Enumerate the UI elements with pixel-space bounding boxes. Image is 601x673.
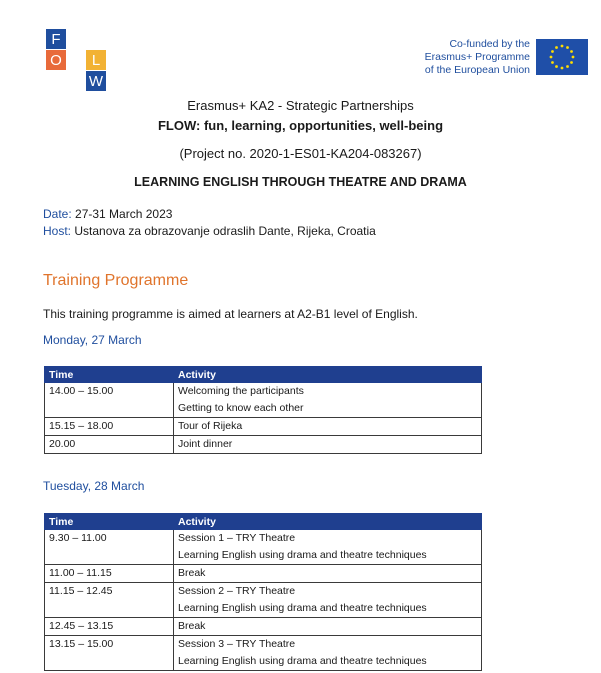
activity-line: Break: [178, 620, 206, 632]
activity-cell: [174, 565, 482, 583]
project-number: (Project no. 2020-1-ES01-KA204-083267): [179, 146, 422, 161]
activity-cell: [174, 583, 482, 618]
activity-cell: [174, 436, 482, 454]
table-row: [45, 583, 482, 618]
time-cell: 14.00 – 15.00: [45, 383, 174, 418]
eu-flag-icon: [536, 39, 588, 75]
table-header-row: [45, 367, 482, 383]
table-row: [45, 383, 482, 418]
table-row: [45, 418, 482, 436]
host-line: [43, 224, 376, 238]
eu-cofunded-text: [425, 38, 530, 77]
activity-line: Welcoming the participants: [178, 385, 304, 397]
column-header-activity: Activity: [174, 367, 482, 383]
programme-line: Erasmus+ KA2 - Strategic Partnerships: [187, 98, 414, 113]
table-row: [45, 530, 482, 565]
activity-line: Learning English using drama and theatre techniques: [178, 602, 427, 614]
table-header-row: [45, 514, 482, 530]
time-cell: 9.30 – 11.00: [45, 530, 174, 565]
day-heading-tuesday: Tuesday, 28 March: [43, 479, 145, 493]
column-header-time: Time: [45, 514, 174, 530]
eu-star-icon: [555, 46, 558, 49]
eu-line-3: of the European Union: [424, 64, 530, 76]
activity-line: Session 1 – TRY Theatre: [178, 532, 296, 544]
eu-line-2: Erasmus+ Programme: [424, 51, 530, 63]
logo-letter-o: O: [46, 50, 66, 70]
date-line: [43, 207, 172, 221]
eu-star-icon: [561, 67, 564, 70]
eu-star-icon: [551, 61, 554, 64]
time-cell: 15.15 – 18.00: [45, 418, 174, 436]
course-title: LEARNING ENGLISH THROUGH THEATRE AND DRAMA: [134, 175, 467, 189]
time-cell: 13.15 – 15.00: [45, 636, 174, 671]
logo-letter-f: F: [46, 29, 66, 49]
activity-line: Session 3 – TRY Theatre: [178, 638, 296, 650]
time-cell: 11.00 – 11.15: [45, 565, 174, 583]
eu-cofunded-badge: [410, 38, 592, 78]
eu-stars-icon: [536, 39, 588, 75]
column-header-time: Time: [45, 367, 174, 383]
logo-letter-w: W: [86, 71, 106, 91]
activity-cell: [174, 383, 482, 418]
eu-star-icon: [555, 65, 558, 68]
eu-star-icon: [566, 65, 569, 68]
time-cell: 11.15 – 12.45: [45, 583, 174, 618]
activity-line: Break: [178, 567, 206, 579]
activity-line: Learning English using drama and theatre techniques: [178, 655, 427, 667]
activity-cell: [174, 418, 482, 436]
table-row: [45, 436, 482, 454]
date-value: 27-31 March 2023: [71, 207, 173, 221]
eu-star-icon: [570, 50, 573, 53]
column-header-activity: Activity: [174, 514, 482, 530]
activity-cell: [174, 618, 482, 636]
eu-star-icon: [551, 50, 554, 53]
host-label: Host:: [43, 224, 72, 238]
time-cell: 20.00: [45, 436, 174, 454]
table-row: [45, 565, 482, 583]
table-row: [45, 636, 482, 671]
activity-line: Learning English using drama and theatre techniques: [178, 549, 427, 561]
time-cell: 12.45 – 13.15: [45, 618, 174, 636]
activity-line: Joint dinner: [178, 438, 233, 450]
section-title: Training Programme: [43, 272, 189, 289]
date-label: Date:: [43, 207, 72, 221]
schedule-table-tuesday: [44, 513, 482, 671]
day-heading-monday: Monday, 27 March: [43, 333, 142, 347]
activity-line: Getting to know each other: [178, 402, 304, 414]
flow-logo: [46, 29, 106, 91]
activity-line: Session 2 – TRY Theatre: [178, 585, 296, 597]
intro-text: This training programme is aimed at learners at A2-B1 level of English.: [43, 307, 418, 321]
activity-line: Tour of Rijeka: [178, 420, 243, 432]
eu-star-icon: [572, 56, 575, 59]
eu-star-icon: [550, 56, 553, 59]
eu-star-icon: [561, 45, 564, 48]
activity-cell: [174, 636, 482, 671]
host-value: Ustanova za obrazovanje odraslih Dante, Rijeka, Croatia: [71, 224, 376, 238]
project-title: FLOW: fun, learning, opportunities, well-being: [157, 118, 444, 133]
eu-star-icon: [566, 46, 569, 49]
eu-line-1: Co-funded by the: [449, 38, 530, 50]
table-row: [45, 618, 482, 636]
logo-letter-l: L: [86, 50, 106, 70]
activity-cell: [174, 530, 482, 565]
eu-star-icon: [570, 61, 573, 64]
schedule-table-monday: [44, 366, 482, 454]
